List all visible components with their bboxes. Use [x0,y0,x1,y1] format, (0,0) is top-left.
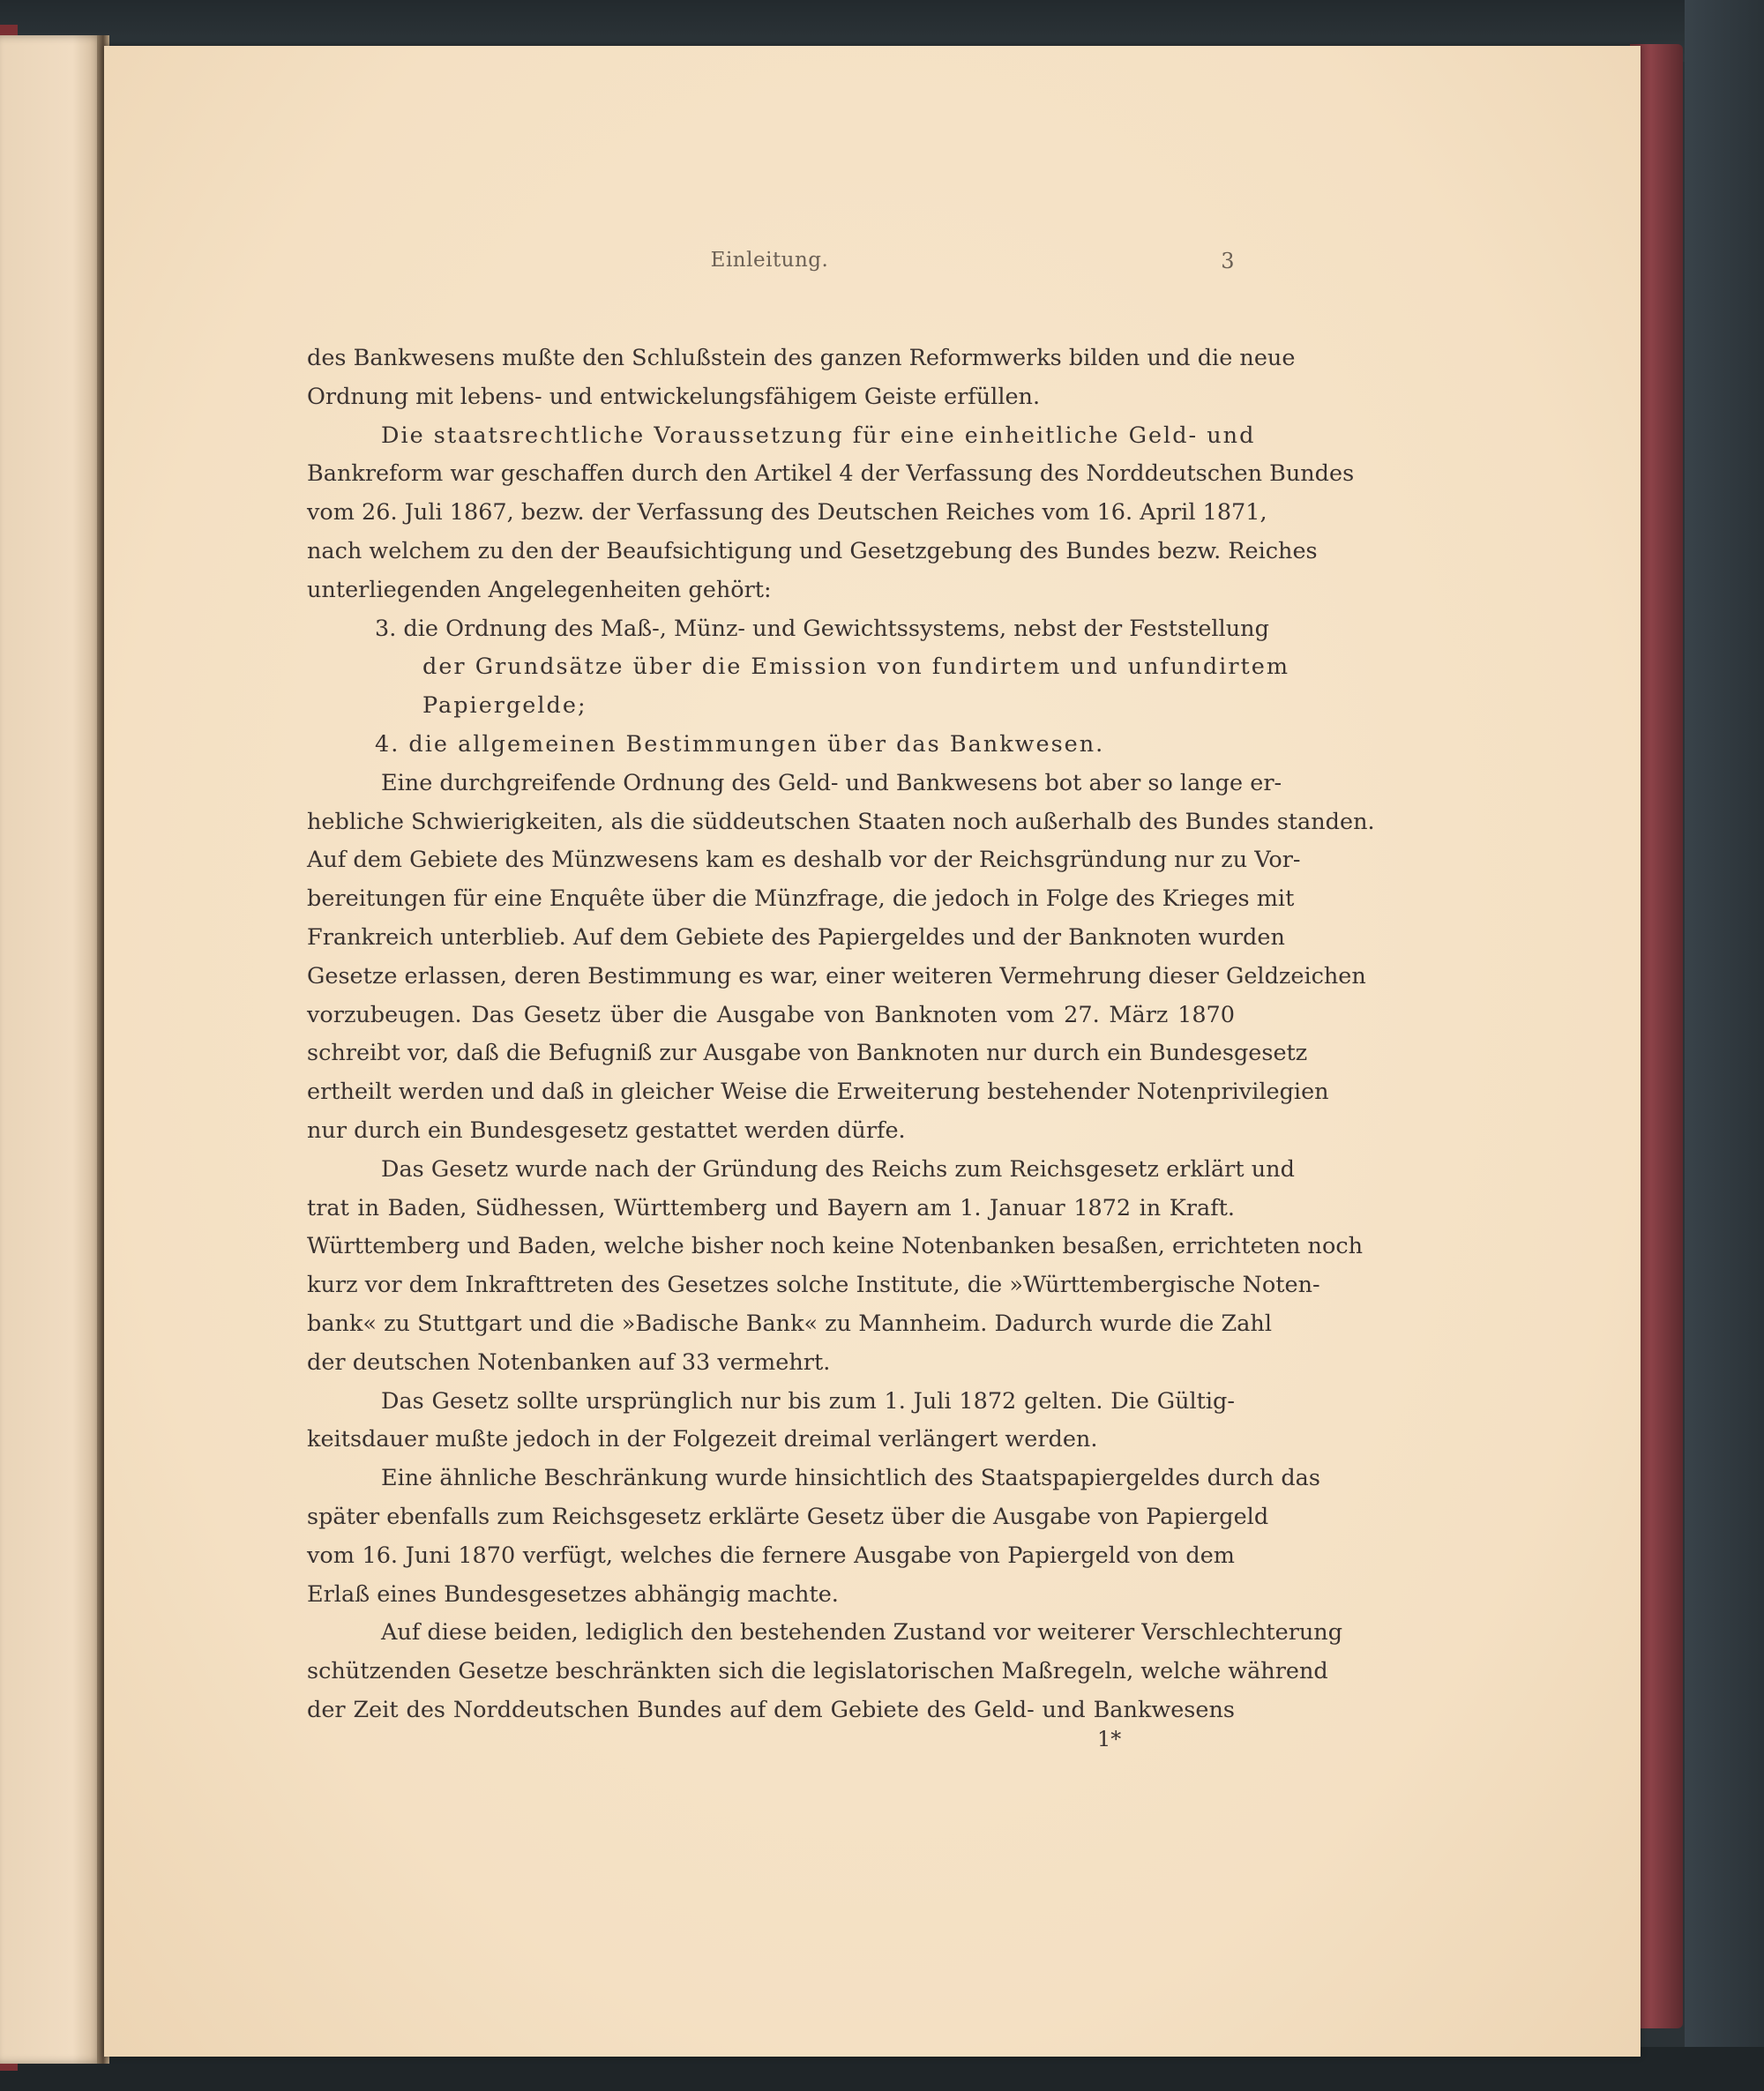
text-line: der deutschen Notenbanken auf 33 vermehrt. [307,1348,831,1376]
text-line: vom 26. Juli 1867, bezw. der Verfassung des Deutschen Reiches vom 16. April 1871, [307,499,1267,526]
text-line: schreibt vor, daß die Befugniß zur Ausgabe von Banknoten nur durch ein Bundesgesetz [307,1040,1308,1067]
text-line: Ordnung mit lebens- und entwickelungsfähigem Geiste erfüllen. [307,383,1041,410]
text-line: nach welchem zu den der Beaufsichtigung und Gesetzgebung des Bundes bezw. Reiches [307,537,1318,564]
text-line: bereitungen für eine Enquête über die Münzfrage, die jedoch in Folge des Krieges mit [307,885,1295,913]
text-line: später ebenfalls zum Reichsgesetz erklärte Gesetz über die Ausgabe von Papiergeld [307,1503,1269,1530]
signature-mark: 1* [1097,1727,1122,1751]
text-line: Auf diese beiden, lediglich den bestehenden Zustand vor weiterer Verschlechterung [381,1619,1343,1647]
text-line: vom 16. Juni 1870 verfügt, welches die fernere Ausgabe von Papiergeld von dem [307,1542,1235,1569]
text-line: des Bankwesens mußte den Schlußstein des ganzen Reformwerks bilden und die neue [307,345,1296,371]
text-line: Auf dem Gebiete des Münzwesens kam es deshalb vor der Reichsgründung nur zu Vor- [307,847,1301,874]
text-line: Eine durchgreifende Ordnung des Geld- und Bankwesens bot aber so lange er- [381,769,1282,796]
text-line: Württemberg und Baden, welche bisher noch keine Notenbanken besaßen, errichteten noch [307,1233,1364,1260]
text-line: kurz vor dem Inkrafttreten des Gesetzes solche Institute, die »Württembergische Noten- [307,1272,1320,1299]
list-item: 3. die Ordnung des Maß-, Münz- und Gewichtssystems, nebst der Feststellung [375,615,1269,642]
text-line: bank« zu Stuttgart und die »Badische Bank« zu Mannheim. Dadurch wurde die Zahl [307,1310,1272,1337]
text-line: Bankreform war geschaffen durch den Artikel 4 der Verfassung des Norddeutschen Bundes [307,460,1355,488]
left-page-edge [0,35,104,2064]
list-item: 4. die allgemeinen Bestimmungen über das Bankwesen. [375,730,1105,758]
text-line: keitsdauer mußte jedoch in der Folgezeit dreimal verlängert werden. [307,1426,1098,1453]
text-line: vorzubeugen. Das Gesetz über die Ausgabe von Banknoten vom 27. März 1870 [307,1001,1235,1028]
text-line: Frankreich unterblieb. Auf dem Gebiete des Papiergeldes und der Banknoten wurden [307,923,1285,951]
text-line: ertheilt werden und daß in gleicher Weise die Erweiterung bestehender Notenprivilegien [307,1079,1329,1106]
running-head [304,249,1235,275]
text-line: Gesetze erlassen, deren Bestimmung es war, einer weiteren Vermehrung dieser Geldzeichen [307,962,1366,989]
text-line: hebliche Schwierigkeiten, als die süddeutschen Staaten noch außerhalb des Bundes standen. [307,808,1375,835]
text-line: nur durch ein Bundesgesetz gestattet werden dürfe. [307,1116,906,1144]
backdrop-right [1685,0,1764,2091]
text-line: Die staatsrechtliche Voraussetzung für eine einheitliche Geld- und [381,422,1256,449]
list-item-continuation: der Grundsätze über die Emission von fundirtem und unfundirtem [422,653,1290,681]
running-head-title: Einleitung. [710,249,829,272]
text-line: schützenden Gesetze beschränkten sich die legislatorischen Maßregeln, welche während [307,1658,1328,1685]
text-line: Eine ähnliche Beschränkung wurde hinsichtlich des Staatspapiergeldes durch das [381,1465,1320,1492]
text-line: der Zeit des Norddeutschen Bundes auf dem Gebiete des Geld- und Bankwesens [307,1696,1235,1723]
text-line: unterliegenden Angelegenheiten gehört: [307,576,772,603]
list-item-continuation: Papiergelde; [422,692,587,720]
text-line: Das Gesetz wurde nach der Gründung des Reichs zum Reichsgesetz erklärt und [381,1155,1295,1183]
text-line: trat in Baden, Südhessen, Württemberg und Bayern am 1. Januar 1872 in Kraft. [307,1194,1235,1221]
page-number: 3 [1221,249,1235,273]
text-line: Erlaß eines Bundesgesetzes abhängig machte. [307,1580,839,1608]
text-line: Das Gesetz sollte ursprünglich nur bis zum 1. Juli 1872 gelten. Die Gültig- [381,1387,1235,1415]
body-text [307,340,1375,1730]
